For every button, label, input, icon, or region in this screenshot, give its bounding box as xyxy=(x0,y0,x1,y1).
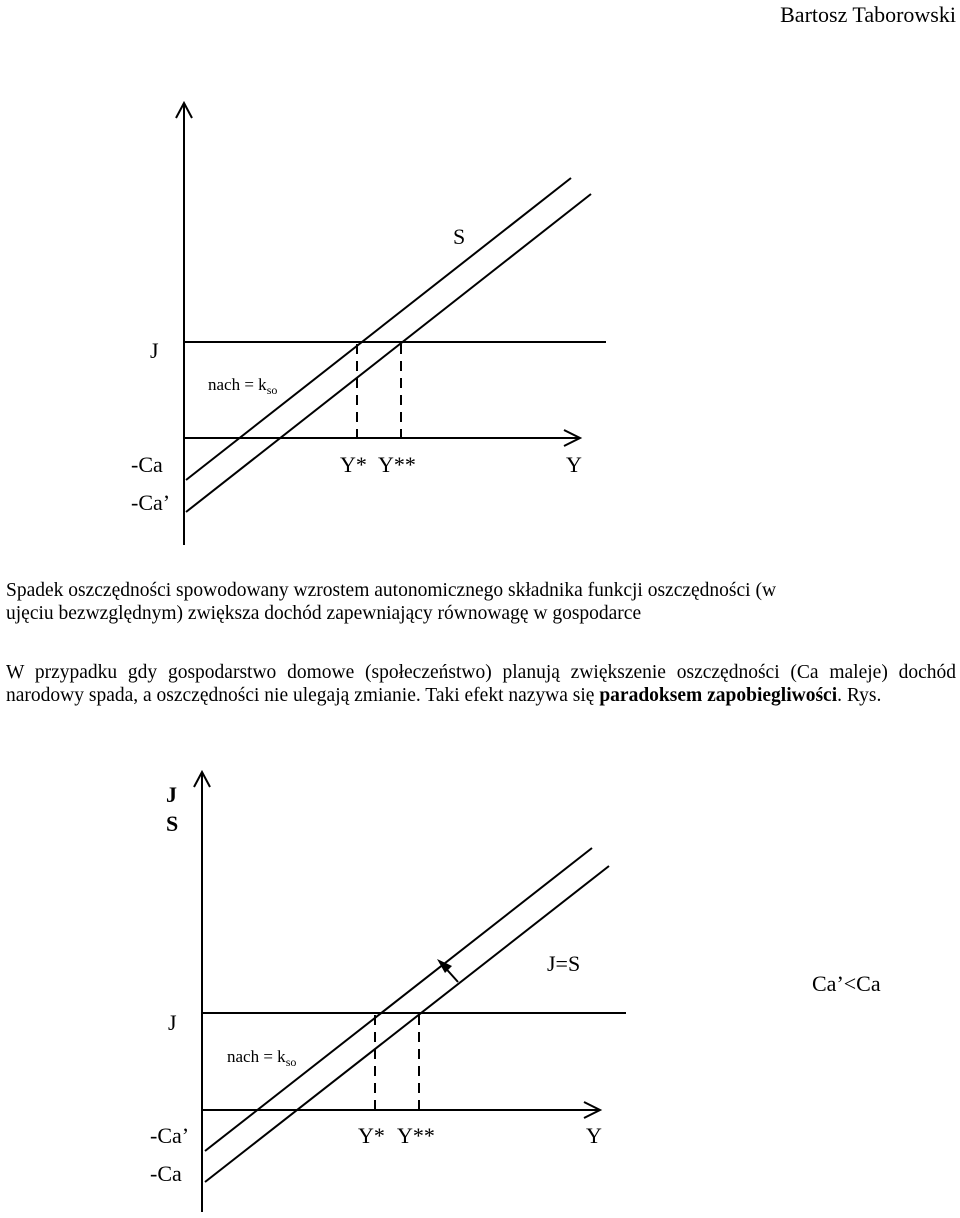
fig1-label-j: J xyxy=(150,338,159,363)
fig1-label-s: S xyxy=(453,224,466,249)
paragraph-1-line-2: ujęciu bezwzględnym) zwiększa dochód zapewniający równowagę w gospodarce xyxy=(6,603,642,624)
fig1-savings-line-upper xyxy=(186,178,571,480)
fig2-label-j: J xyxy=(168,1010,177,1035)
fig2-label-y: Y xyxy=(586,1123,602,1148)
fig2-shift-arrowhead xyxy=(437,959,452,973)
fig1-label-nach-sub: so xyxy=(266,383,278,397)
fig2-label-nach-sub: so xyxy=(285,1055,297,1069)
fig2-label-ca-comparison: Ca’<Ca xyxy=(812,971,881,996)
fig2-axis-label-j: J xyxy=(166,782,177,807)
fig2-savings-line-upper xyxy=(205,848,592,1151)
paragraph-2-main: W przypadku gdy gospodarstwo domowe (społeczeństwo) planują zwiększenie oszczędności (Ca maleje) dochód narodowy spada, a oszczędności nie ulegają zmianie. Taki efekt nazywa się xyxy=(6,662,956,706)
fig1-label-y-2star: Y** xyxy=(378,452,416,477)
fig2-label-j-eq-s: J=S xyxy=(547,951,581,976)
fig1-label-minus-ca-prime: -Ca’ xyxy=(131,490,171,515)
fig1-label-y-star: Y* xyxy=(340,452,367,477)
fig1-label-y: Y xyxy=(566,452,582,477)
paragraph-1-line-1: Spadek oszczędności spowodowany wzrostem autonomicznego składnika funkcji oszczędności (w xyxy=(6,580,777,601)
paragraph-savings-decline xyxy=(6,579,956,625)
author-name: Bartosz Taborowski xyxy=(780,2,956,27)
figure-1-savings-decline xyxy=(0,90,960,550)
fig2-label-nach xyxy=(227,1047,296,1069)
fig1-label-nach xyxy=(208,375,277,397)
paragraph-paradox-of-thrift xyxy=(6,661,956,707)
paradox-term: paradoksem zapobiegliwości xyxy=(599,685,838,706)
fig2-label-minus-ca-prime: -Ca’ xyxy=(150,1123,190,1148)
fig2-label-y-star: Y* xyxy=(358,1123,385,1148)
fig2-label-y-2star: Y** xyxy=(397,1123,435,1148)
figure-2-paradox-of-thrift xyxy=(0,760,960,1218)
paragraph-2-end: . Rys. xyxy=(837,685,882,706)
fig2-label-nach-main: nach = k xyxy=(227,1047,286,1066)
fig2-label-minus-ca: -Ca xyxy=(150,1161,182,1186)
fig1-label-minus-ca: -Ca xyxy=(131,452,163,477)
fig2-axis-label-s: S xyxy=(166,811,179,836)
fig1-label-nach-main: nach = k xyxy=(208,375,267,394)
